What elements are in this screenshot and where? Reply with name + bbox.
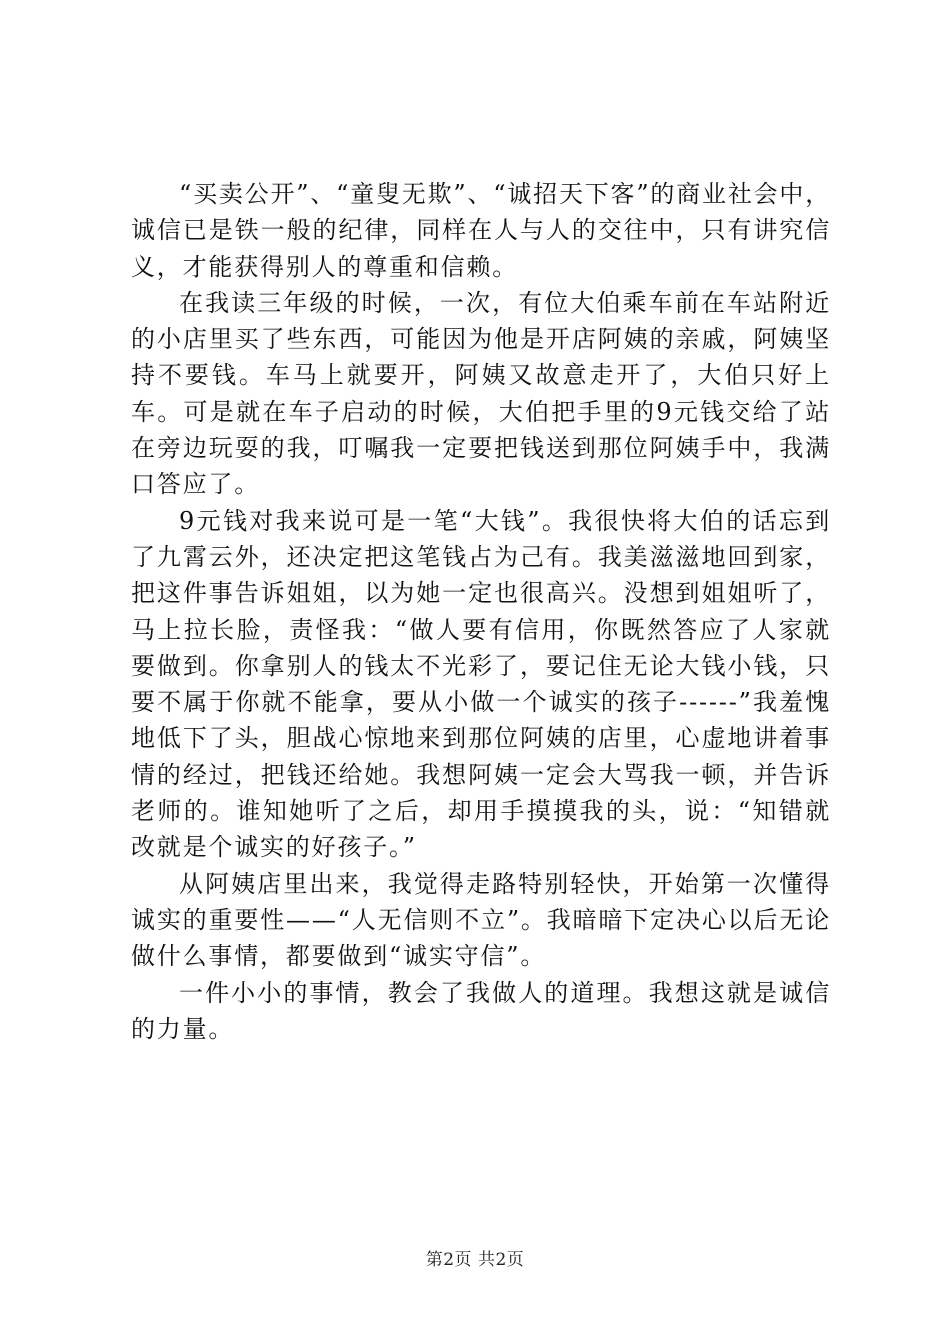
paragraph: 9元钱对我来说可是一笔“大钱”。我很快将大伯的话忘到了九霄云外，还决定把这笔钱占为己有。我美滋滋地回到家，把这件事告诉姐姐，以为她一定也很高兴。没想到姐姐听了，马上拉长脸，责怪我：“做人要有信用，你既然答应了人家就要做到。你拿别人的钱太不光彩了，要记住无论大钱小钱，只要不属于你就不能拿，要从小做一个诚实的孩子------”我羞愧地低下了头，胆战心惊地来到那位阿姨的店里，心虚地讲着事情的经过，把钱还给她。我想阿姨一定会大骂我一顿，并告诉老师的。谁知她听了之后，却用手摸摸我的头，说：“知错就改就是个诚实的好孩子。” [131, 506, 831, 862]
body-text [131, 176, 831, 1047]
page-footer: 第2页 共2页 [425, 1250, 525, 1270]
paragraph: 从阿姨店里出来，我觉得走路特别轻快，开始第一次懂得诚实的重要性——“人无信则不立”。我暗暗下定决心以后无论做什么事情，都要做到“诚实守信”。 [131, 869, 831, 971]
paragraph: 在我读三年级的时候，一次，有位大伯乘车前在车站附近的小店里买了些东西，可能因为他是开店阿姨的亲戚，阿姨坚持不要钱。车马上就要开，阿姨又故意走开了，大伯只好上车。可是就在车子启动的时候，大伯把手里的9元钱交给了站在旁边玩耍的我，叮嘱我一定要把钱送到那位阿姨手中，我满口答应了。 [131, 288, 831, 499]
paragraph: “买卖公开”、“童叟无欺”、“诚招天下客”的商业社会中，诚信已是铁一般的纪律，同样在人与人的交往中，只有讲究信义，才能获得别人的尊重和信赖。 [131, 180, 832, 281]
paragraph: 一件小小的事情，教会了我做人的道理。我想这就是诚信的力量。 [131, 978, 831, 1043]
